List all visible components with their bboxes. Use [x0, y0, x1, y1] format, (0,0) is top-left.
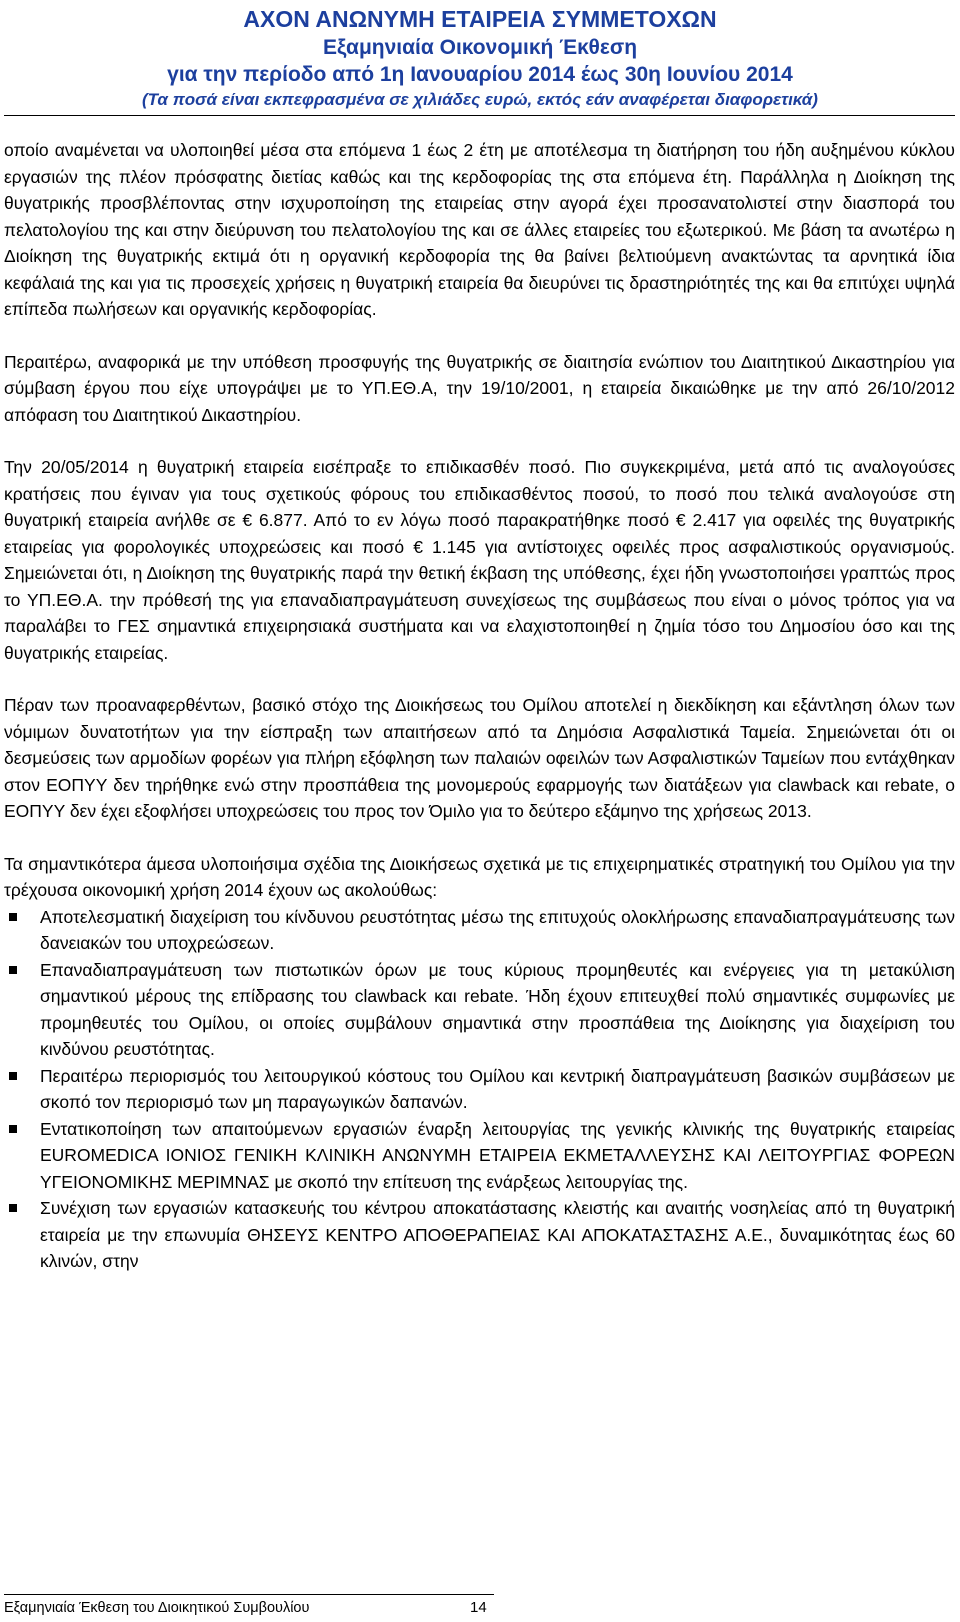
list-item — [4, 957, 955, 1063]
footer-title: Εξαμηνιαία Έκθεση του Διοικητικού Συμβουλίου — [4, 1600, 310, 1616]
paragraph: Τα σημαντικότερα άμεσα υλοποιήσιμα σχέδια της Διοικήσεως σχετικά με τις επιχειρηματικές στρατηγική του Ομίλου για την τρέχουσα οικονομική χρήση 2014 έχουν ως ακολούθως: — [4, 853, 955, 900]
document-footer — [4, 1598, 955, 1618]
header-divider — [4, 115, 955, 116]
document-body — [4, 137, 955, 1275]
list-item — [4, 1063, 955, 1116]
list-item-text: Επαναδιαπραγμάτευση των πιστωτικών όρων με τους κύριους προμηθευτές και ενέργειες για τη μετακύλιση σημαντικού μέρους της επίδρασης του clawback και rebate. Ήδη έχουν επιτευχθεί πολύ σημαντικές συμφωνίες με προμηθευτές του Ομίλου, οι οποίες συμβάλουν σημαντικά στην προσπάθεια της Διοίκησης για διαχείριση του κινδύνου ρευστότητας. — [40, 959, 955, 1059]
paragraph: Περαιτέρω, αναφορικά με την υπόθεση προσφυγής της θυγατρικής σε διαιτησία ενώπιον του Διαιτητικού Δικαστηρίου για σύμβαση έργου που είχε υπογράψει με το ΥΠ.ΕΘ.Α, την 19/10/2001, η εταιρεία δικαιώθηκε με την από 26/10/2012 απόφαση του Διαιτητικού Δικαστηρίου. — [4, 351, 955, 425]
list-item-text: Αποτελεσματική διαχείριση του κίνδυνου ρευστότητας μέσω της επιτυχούς ολοκλήρωσης επαναδιαπραγμάτευσης των δανειακών του υποχρεώσεων. — [40, 906, 955, 953]
footer-divider — [4, 1594, 494, 1595]
paragraph: οποίο αναμένεται να υλοποιηθεί μέσα στα επόμενα 1 έως 2 έτη με αποτέλεσμα τη διατήρηση του ήδη αυξημένου κύκλου εργασιών της πλέον πρόσφατης διετίας καθώς και της κερδοφορίας της στα επόμενα έτη. Παράλληλα η Διοίκηση της θυγατρικής προσβλέποντας στην ισχυροποίηση της εταιρείας στην αγορά έχει προσανατολιστεί στην διασπορά του πελατολογίου της και στην διεύρυνση του πελατολογίου της και σε άλλες εταιρείες του εξωτερικού. Με βάση τα ανωτέρω η Διοίκηση της θυγατρικής εκτιμά ότι η οργανική κερδοφορία της θα βαίνει βελτιούμενη ανακτώντας τα αρνητικά ίδια κεφάλαιά της και για τις προσεχείς χρήσεις η θυγατρική εταιρεία θα διευρύνει τις δραστηριότητές της και θα επιτύχει υψηλά επίπεδα πωλήσεων και οργανικής κερδοφορίας. — [4, 140, 955, 319]
report-title: Εξαμηνιαία Οικονομική Έκθεση — [322, 36, 638, 59]
currency-note: (Τα ποσά είναι εκπεφρασμένα σε χιλιάδες ευρώ, εκτός εάν αναφέρεται διαφορετικά) — [142, 90, 818, 109]
square-bullet-icon — [9, 1125, 17, 1133]
page-number: 14 — [470, 1599, 487, 1616]
square-bullet-icon — [9, 1204, 17, 1212]
square-bullet-icon — [9, 913, 17, 921]
list-item — [4, 904, 955, 957]
square-bullet-icon — [9, 1072, 17, 1080]
square-bullet-icon — [9, 966, 17, 974]
list-item — [4, 1195, 955, 1275]
paragraph: Την 20/05/2014 η θυγατρική εταιρεία εισέπραξε το επιδικασθέν ποσό. Πιο συγκεκριμένα, μετά από τις αναλογούσες κρατήσεις που έγιναν για τους σχετικούς φόρους του επιδικασθέντος ποσού, το ποσό που τελικά αναλογούσε στη θυγατρική εταιρεία ανήλθε σε € 6.877. Από το εν λόγω ποσό παρακρατήθηκε ποσό € 2.417 για οφειλές της θυγατρικής εταιρείας για φορολογικές υποχρεώσεις και ποσό € 1.145 για αντίστοιχες οφειλές προς ασφαλιστικούς οργανισμούς. Σημειώνεται ότι, η Διοίκηση της θυγατρικής παρά την θετική έκβαση της υπόθεσης, έχει ήδη γνωστοποιήσει γραπτώς προς το ΥΠ.ΕΘ.Α. την πρόθεσή της για επαναδιαπραγμάτευση συνεχίσεως της συμβάσεως που είναι ο μόνος τρόπος για να παραλάβει το ΓΕΣ σημαντικά επιχειρησιακά συστήματα και να ελαχιστοποιηθεί η ζημία τόσο του Δημοσίου όσο και της θυγατρικής εταιρείας. — [4, 457, 955, 663]
report-period: για την περίοδο από 1η Ιανουαρίου 2014 έως 30η Ιουνίου 2014 — [167, 63, 793, 86]
list-item-text: Συνέχιση των εργασιών κατασκευής του κέντρου αποκατάστασης κλειστής και αναιτής νοσηλείας από τη θυγατρική εταιρεία με την επωνυμία ΘΗΣΕΥΣ ΚΕΝΤΡΟ ΑΠΟΘΕΡΑΠΕΙΑΣ ΚΑΙ ΑΠΟΚΑΤΑΣΤΑΣΗΣ Α.Ε., δυναμικότητας έως 60 κλινών, στην — [40, 1198, 955, 1271]
list-item-text: Εντατικοποίηση των απαιτούμενων εργασιών έναρξη λειτουργίας της γενικής κλινικής της θυγατρικής εταιρείας EUROMEDICA ΙΟΝΙΟΣ ΓΕΝΙΚΗ ΚΛΙΝΙΚΗ ΑΝΩΝΥΜΗ ΕΤΑΙΡΕΙΑ ΕΚΜΕΤΑΛΛΕΥΣΗΣ ΚΑΙ ΛΕΙΤΟΥΡΓΙΑΣ ΦΟΡΕΩΝ ΥΓΕΙΟΝΟΜΙΚΗΣ ΜΕΡΙΜΝΑΣ με σκοπό την επίτευση της ενάρξεως λειτουργίας της. — [40, 1118, 955, 1192]
document-header — [0, 4, 960, 112]
company-name: ΑΧΟΝ ΑΝΩΝΥΜΗ ΕΤΑΙΡΕΙΑ ΣΥΜΜΕΤΟΧΩΝ — [243, 6, 717, 32]
list-item-text: Περαιτέρω περιορισμός του λειτουργικού κόστους του Ομίλου και κεντρική διαπραγμάτευση βασικών συμβάσεων με σκοπό τον περιορισμό των μη παραγωγικών δαπανών. — [40, 1065, 955, 1112]
bullet-list — [4, 904, 955, 1275]
paragraph: Πέραν των προαναφερθέντων, βασικό στόχο της Διοικήσεως του Ομίλου αποτελεί η διεκδίκηση και εξάντληση όλων των νόμιμων δυνατοτήτων για την είσπραξη των απαιτήσεων από τα Δημόσια Ασφαλιστικά Ταμεία. Σημειώνεται ότι οι δεσμεύσεις των αρμοδίων φορέων για πλήρη εξόφληση των παλαιών οφειλών των Ασφαλιστικών Ταμείων που εντάχθηκαν στον ΕΟΠΥΥ δεν τηρήθηκε ενώ στην προσπάθεια της μονομερούς εφαρμογής των διατάξεων για clawback και rebate, ο ΕΟΠΥΥ δεν έχει εξοφλήσει υποχρεώσεις του προς τον Όμιλο για το δεύτερο εξάμηνο της χρήσεως 2013. — [4, 695, 955, 821]
list-item — [4, 1116, 955, 1196]
